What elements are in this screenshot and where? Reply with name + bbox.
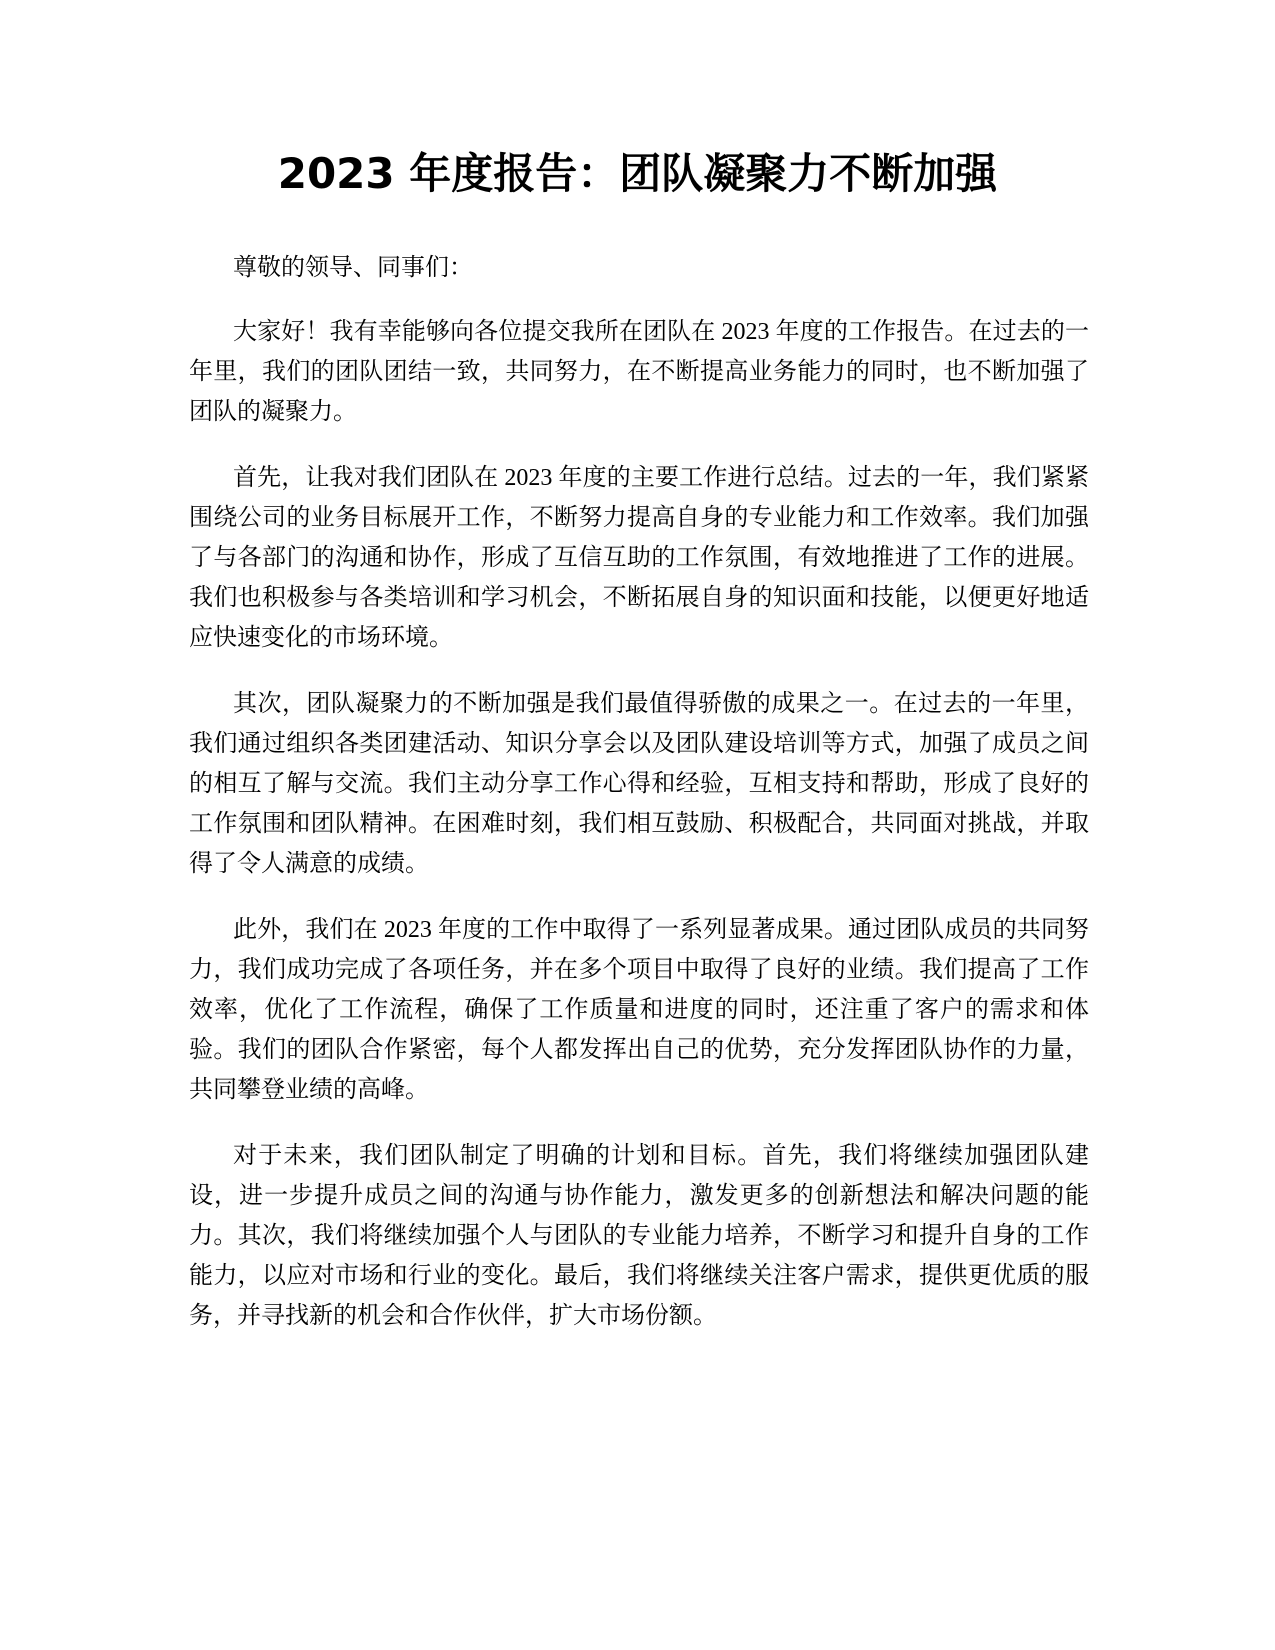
document-body [189, 248, 1089, 1362]
paragraph-team-cohesion: 其次，团队凝聚力的不断加强是我们最值得骄傲的成果之一。在过去的一年里，我们通过组织各类团建活动、知识分享会以及团队建设培训等方式，加强了成员之间的相互了解与交流。我们主动分享工作心得和经验，互相支持和帮助，形成了良好的工作氛围和团队精神。在困难时刻，我们相互鼓励、积极配合，共同面对挑战，并取得了令人满意的成绩。 [189, 691, 1089, 877]
paragraph-achievements: 此外，我们在 2023 年度的工作中取得了一系列显著成果。通过团队成员的共同努力，我们成功完成了各项任务，并在多个项目中取得了良好的业绩。我们提高了工作效率，优化了工作流程，确保了工作质量和进度的同时，还注重了客户的需求和体验。我们的团队合作紧密，每个人都发挥出自己的优势，充分发挥团队协作的力量，共同攀登业绩的高峰。 [189, 917, 1089, 1103]
document-title: 2023 年度报告：团队凝聚力不断加强 [277, 149, 998, 198]
paragraph-work-summary: 首先，让我对我们团队在 2023 年度的主要工作进行总结。过去的一年，我们紧紧围绕公司的业务目标展开工作，不断努力提高自身的专业能力和工作效率。我们加强了与各部门的沟通和协作，形成了互信互助的工作氛围，有效地推进了工作的进展。我们也积极参与各类培训和学习机会，不断拓展自身的知识面和技能，以便更好地适应快速变化的市场环境。 [189, 465, 1089, 651]
paragraph-greeting: 大家好！我有幸能够向各位提交我所在团队在 2023 年度的工作报告。在过去的一年里，我们的团队团结一致，共同努力，在不断提高业务能力的同时，也不断加强了团队的凝聚力。 [189, 319, 1089, 425]
paragraph-future-plans: 对于未来，我们团队制定了明确的计划和目标。首先，我们将继续加强团队建设，进一步提升成员之间的沟通与协作能力，激发更多的创新想法和解决问题的能力。其次，我们将继续加强个人与团队的专业能力培养，不断学习和提升自身的工作能力，以应对市场和行业的变化。最后，我们将继续关注客户需求，提供更优质的服务，并寻找新的机会和合作伙伴，扩大市场份额。 [189, 1143, 1089, 1329]
salutation: 尊敬的领导、同事们： [233, 255, 473, 281]
